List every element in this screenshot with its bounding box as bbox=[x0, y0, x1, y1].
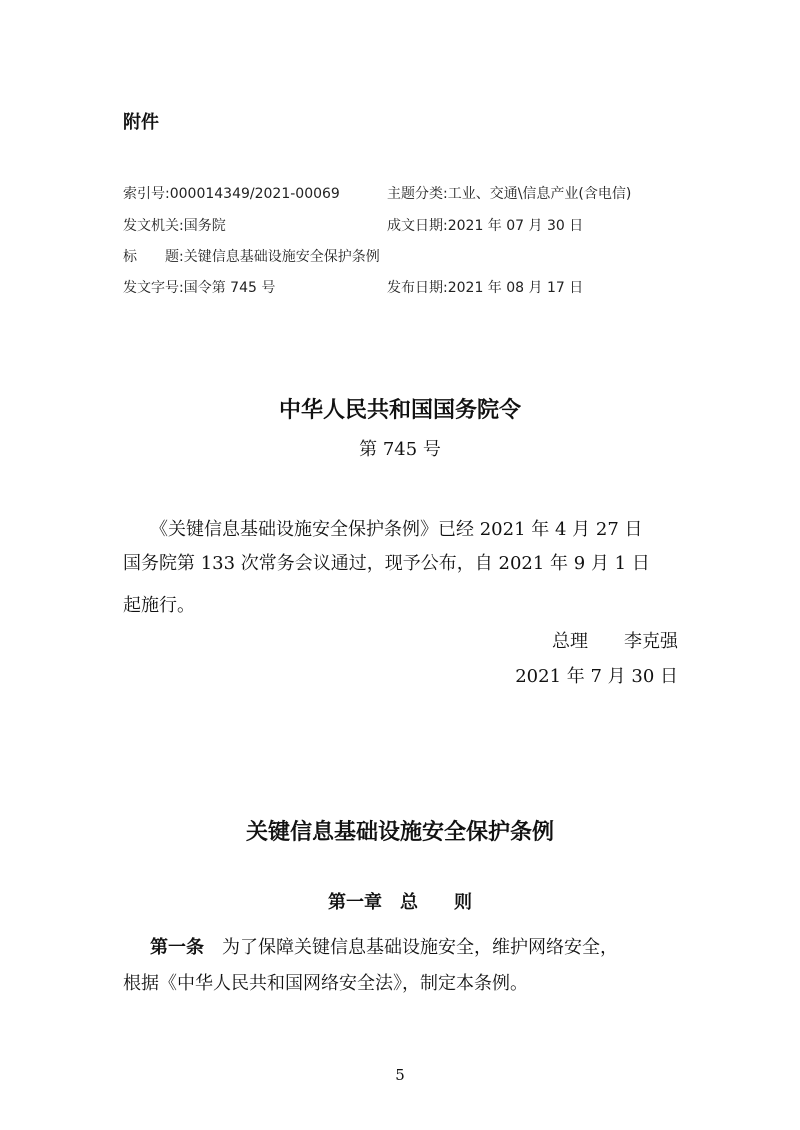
meta-issuer-value: 国务院 bbox=[183, 218, 226, 234]
order-number: 第 745 号 bbox=[359, 439, 441, 460]
meta-title bbox=[123, 246, 380, 266]
meta-theme-value: 工业、交通\信息产业(含电信) bbox=[447, 186, 632, 202]
meta-docno bbox=[123, 277, 275, 297]
article-1-text-1: 为了保障关键信息基础设施安全，维护网络安全， bbox=[222, 937, 618, 958]
meta-index-label: 索引号: bbox=[123, 186, 170, 202]
order-line-2: 国务院第 133 次常务会议通过，现予公布，自 2021 年 9 月 1 日 bbox=[123, 553, 650, 574]
attachment-label: 附件 bbox=[123, 112, 159, 133]
order-title: 中华人民共和国国务院令 bbox=[278, 398, 521, 423]
meta-published-label: 发布日期: bbox=[387, 280, 448, 296]
meta-published-date bbox=[387, 277, 583, 297]
meta-docno-label: 发文字号: bbox=[123, 280, 184, 296]
meta-issuer-label: 发文机关: bbox=[123, 218, 184, 234]
meta-title-label: 标 题: bbox=[123, 249, 184, 265]
meta-theme bbox=[387, 183, 631, 203]
order-line-3: 起施行。 bbox=[123, 595, 195, 616]
order-line-1: 《关键信息基础设施安全保护条例》已经 2021 年 4 月 27 日 bbox=[150, 519, 643, 540]
page-number: 5 bbox=[395, 1066, 405, 1084]
meta-issuer bbox=[123, 215, 226, 235]
meta-published-value: 2021 年 08 月 17 日 bbox=[447, 280, 584, 296]
meta-written-value: 2021 年 07 月 30 日 bbox=[447, 218, 584, 234]
order-date: 2021 年 7 月 30 日 bbox=[515, 666, 678, 687]
meta-title-value: 关键信息基础设施安全保护条例 bbox=[183, 249, 380, 265]
meta-index-value: 000014349/2021-00069 bbox=[169, 186, 340, 202]
order-signer: 总理 李克强 bbox=[552, 631, 678, 652]
meta-index bbox=[123, 183, 340, 203]
regulation-title: 关键信息基础设施安全保护条例 bbox=[245, 820, 554, 845]
meta-docno-value: 国令第 745 号 bbox=[183, 280, 276, 296]
article-1-label: 第一条 bbox=[150, 937, 204, 958]
meta-written-date bbox=[387, 215, 583, 235]
article-1-line-2: 根据《中华人民共和国网络安全法》，制定本条例。 bbox=[123, 973, 528, 994]
meta-written-label: 成文日期: bbox=[387, 218, 448, 234]
chapter-heading: 第一章 总 则 bbox=[328, 892, 472, 913]
article-1-line-1 bbox=[150, 933, 618, 959]
meta-theme-label: 主题分类: bbox=[387, 186, 448, 202]
